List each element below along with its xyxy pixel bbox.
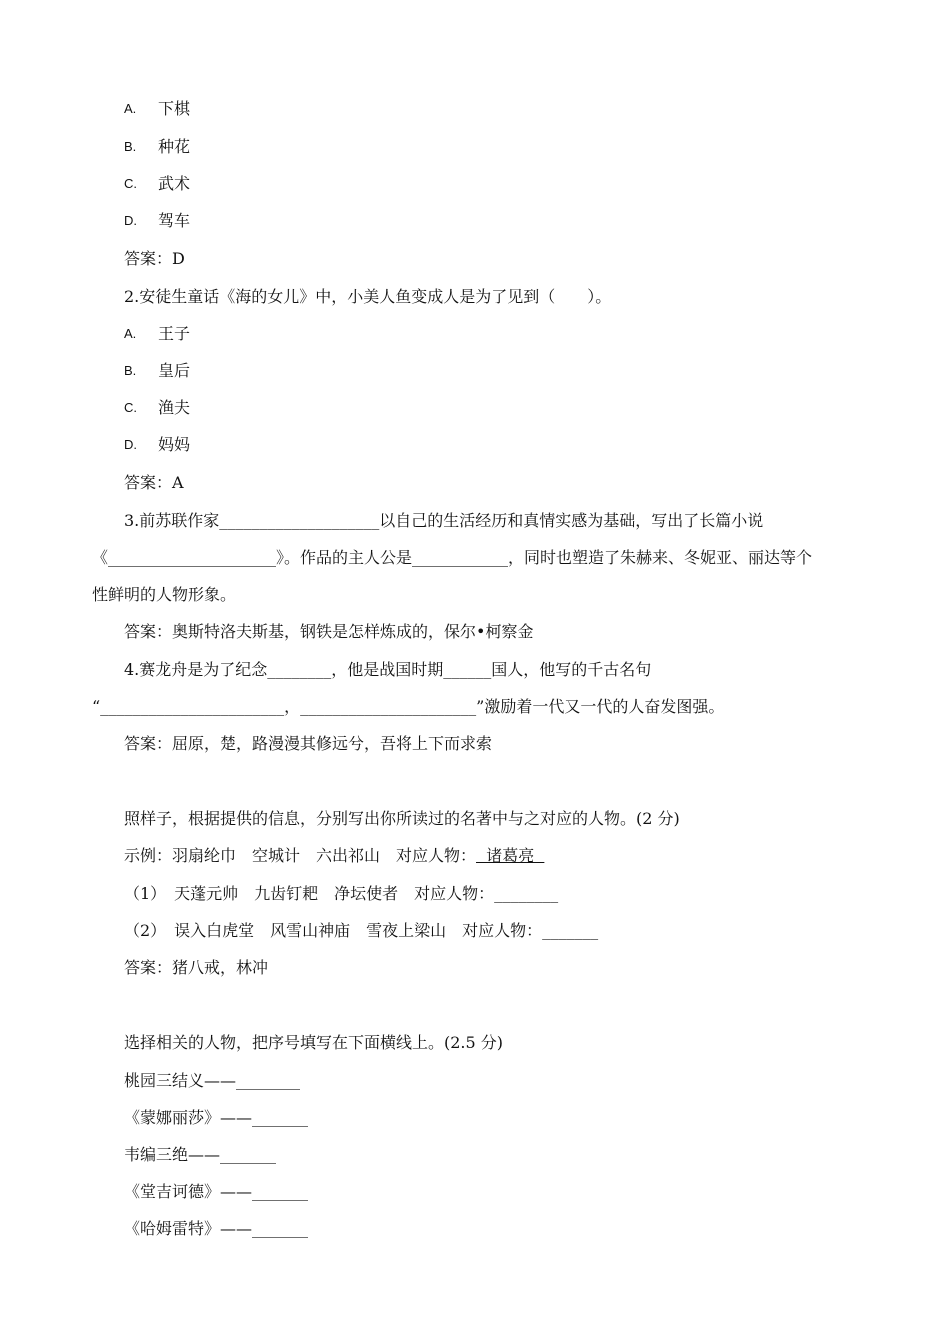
q1-answer: 答案：D [124, 249, 185, 268]
q2-stem: 2.安徒生童话《海的女儿》中，小美人鱼变成人是为了见到（ ）。 [124, 287, 612, 306]
q1-option-a-letter: A. [124, 101, 137, 116]
q1-option-d-letter: D. [124, 213, 137, 228]
q2-option-d-letter: D. [124, 437, 137, 452]
q2-option-c-text: 渔夫 [158, 398, 191, 417]
q1-option-c-letter: C. [124, 176, 137, 191]
q6-item-5: 《哈姆雷特》——_______ [124, 1219, 309, 1238]
q1-option-c-text: 武术 [158, 174, 191, 193]
q2-option-d-text: 妈妈 [158, 435, 191, 454]
q5-example [124, 846, 544, 866]
q3-line-2: 《_____________________》。作品的主人公是____________，同时也塑造了朱赫来、冬妮亚、丽达等个 [92, 548, 813, 567]
q6-item-1: 桃园三结义——________ [124, 1071, 301, 1090]
q5-answer: 答案：猪八戒，林冲 [124, 958, 269, 977]
q4-line-2: “_______________________，______________________”激励着一代又一代的人奋发图强。 [92, 697, 725, 716]
q1-option-b-letter: B. [124, 139, 137, 154]
q3-answer: 答案：奥斯特洛夫斯基，钢铁是怎样炼成的，保尔•柯察金 [124, 622, 534, 641]
q2-answer: 答案：A [124, 473, 184, 492]
q6-item-2: 《蒙娜丽莎》——_______ [124, 1108, 309, 1127]
q2-option-b-letter: B. [124, 363, 137, 378]
q5-example-answer: 诸葛亮 [476, 846, 545, 865]
q1-option-d-text: 驾车 [158, 211, 191, 230]
q6-instruction: 选择相关的人物，把序号填写在下面横线上。(2.5 分) [124, 1033, 504, 1052]
q2-option-a-letter: A. [124, 326, 137, 341]
q6-item-3: 韦编三绝——_______ [124, 1145, 277, 1164]
q1-option-b-text: 种花 [158, 137, 191, 156]
q3-line-3: 性鲜明的人物形象。 [92, 585, 237, 604]
q5-instruction: 照样子，根据提供的信息，分别写出你所读过的名著中与之对应的人物。(2 分) [124, 809, 680, 828]
q4-line-1: 4.赛龙舟是为了纪念________，他是战国时期______国人，他写的千古名句 [124, 660, 652, 679]
q1-option-a-text: 下棋 [158, 99, 191, 118]
q5-item-2: （2） 误入白虎堂 风雪山神庙 雪夜上梁山 对应人物：_______ [124, 921, 599, 940]
q5-item-1: （1） 天蓬元帅 九齿钉耙 净坛使者 对应人物：________ [124, 884, 559, 903]
q2-option-b-text: 皇后 [158, 361, 191, 380]
q2-option-c-letter: C. [124, 400, 137, 415]
q3-line-1: 3.前苏联作家____________________以自己的生活经历和真情实感为基础，写出了长篇小说 [124, 511, 764, 530]
q5-example-prefix: 示例：羽扇纶巾 空城计 六出祁山 对应人物： [124, 846, 477, 865]
q2-option-a-text: 王子 [158, 324, 191, 343]
q4-answer: 答案：屈原，楚，路漫漫其修远兮，吾将上下而求索 [124, 734, 493, 753]
q6-item-4: 《堂吉诃德》——_______ [124, 1182, 309, 1201]
